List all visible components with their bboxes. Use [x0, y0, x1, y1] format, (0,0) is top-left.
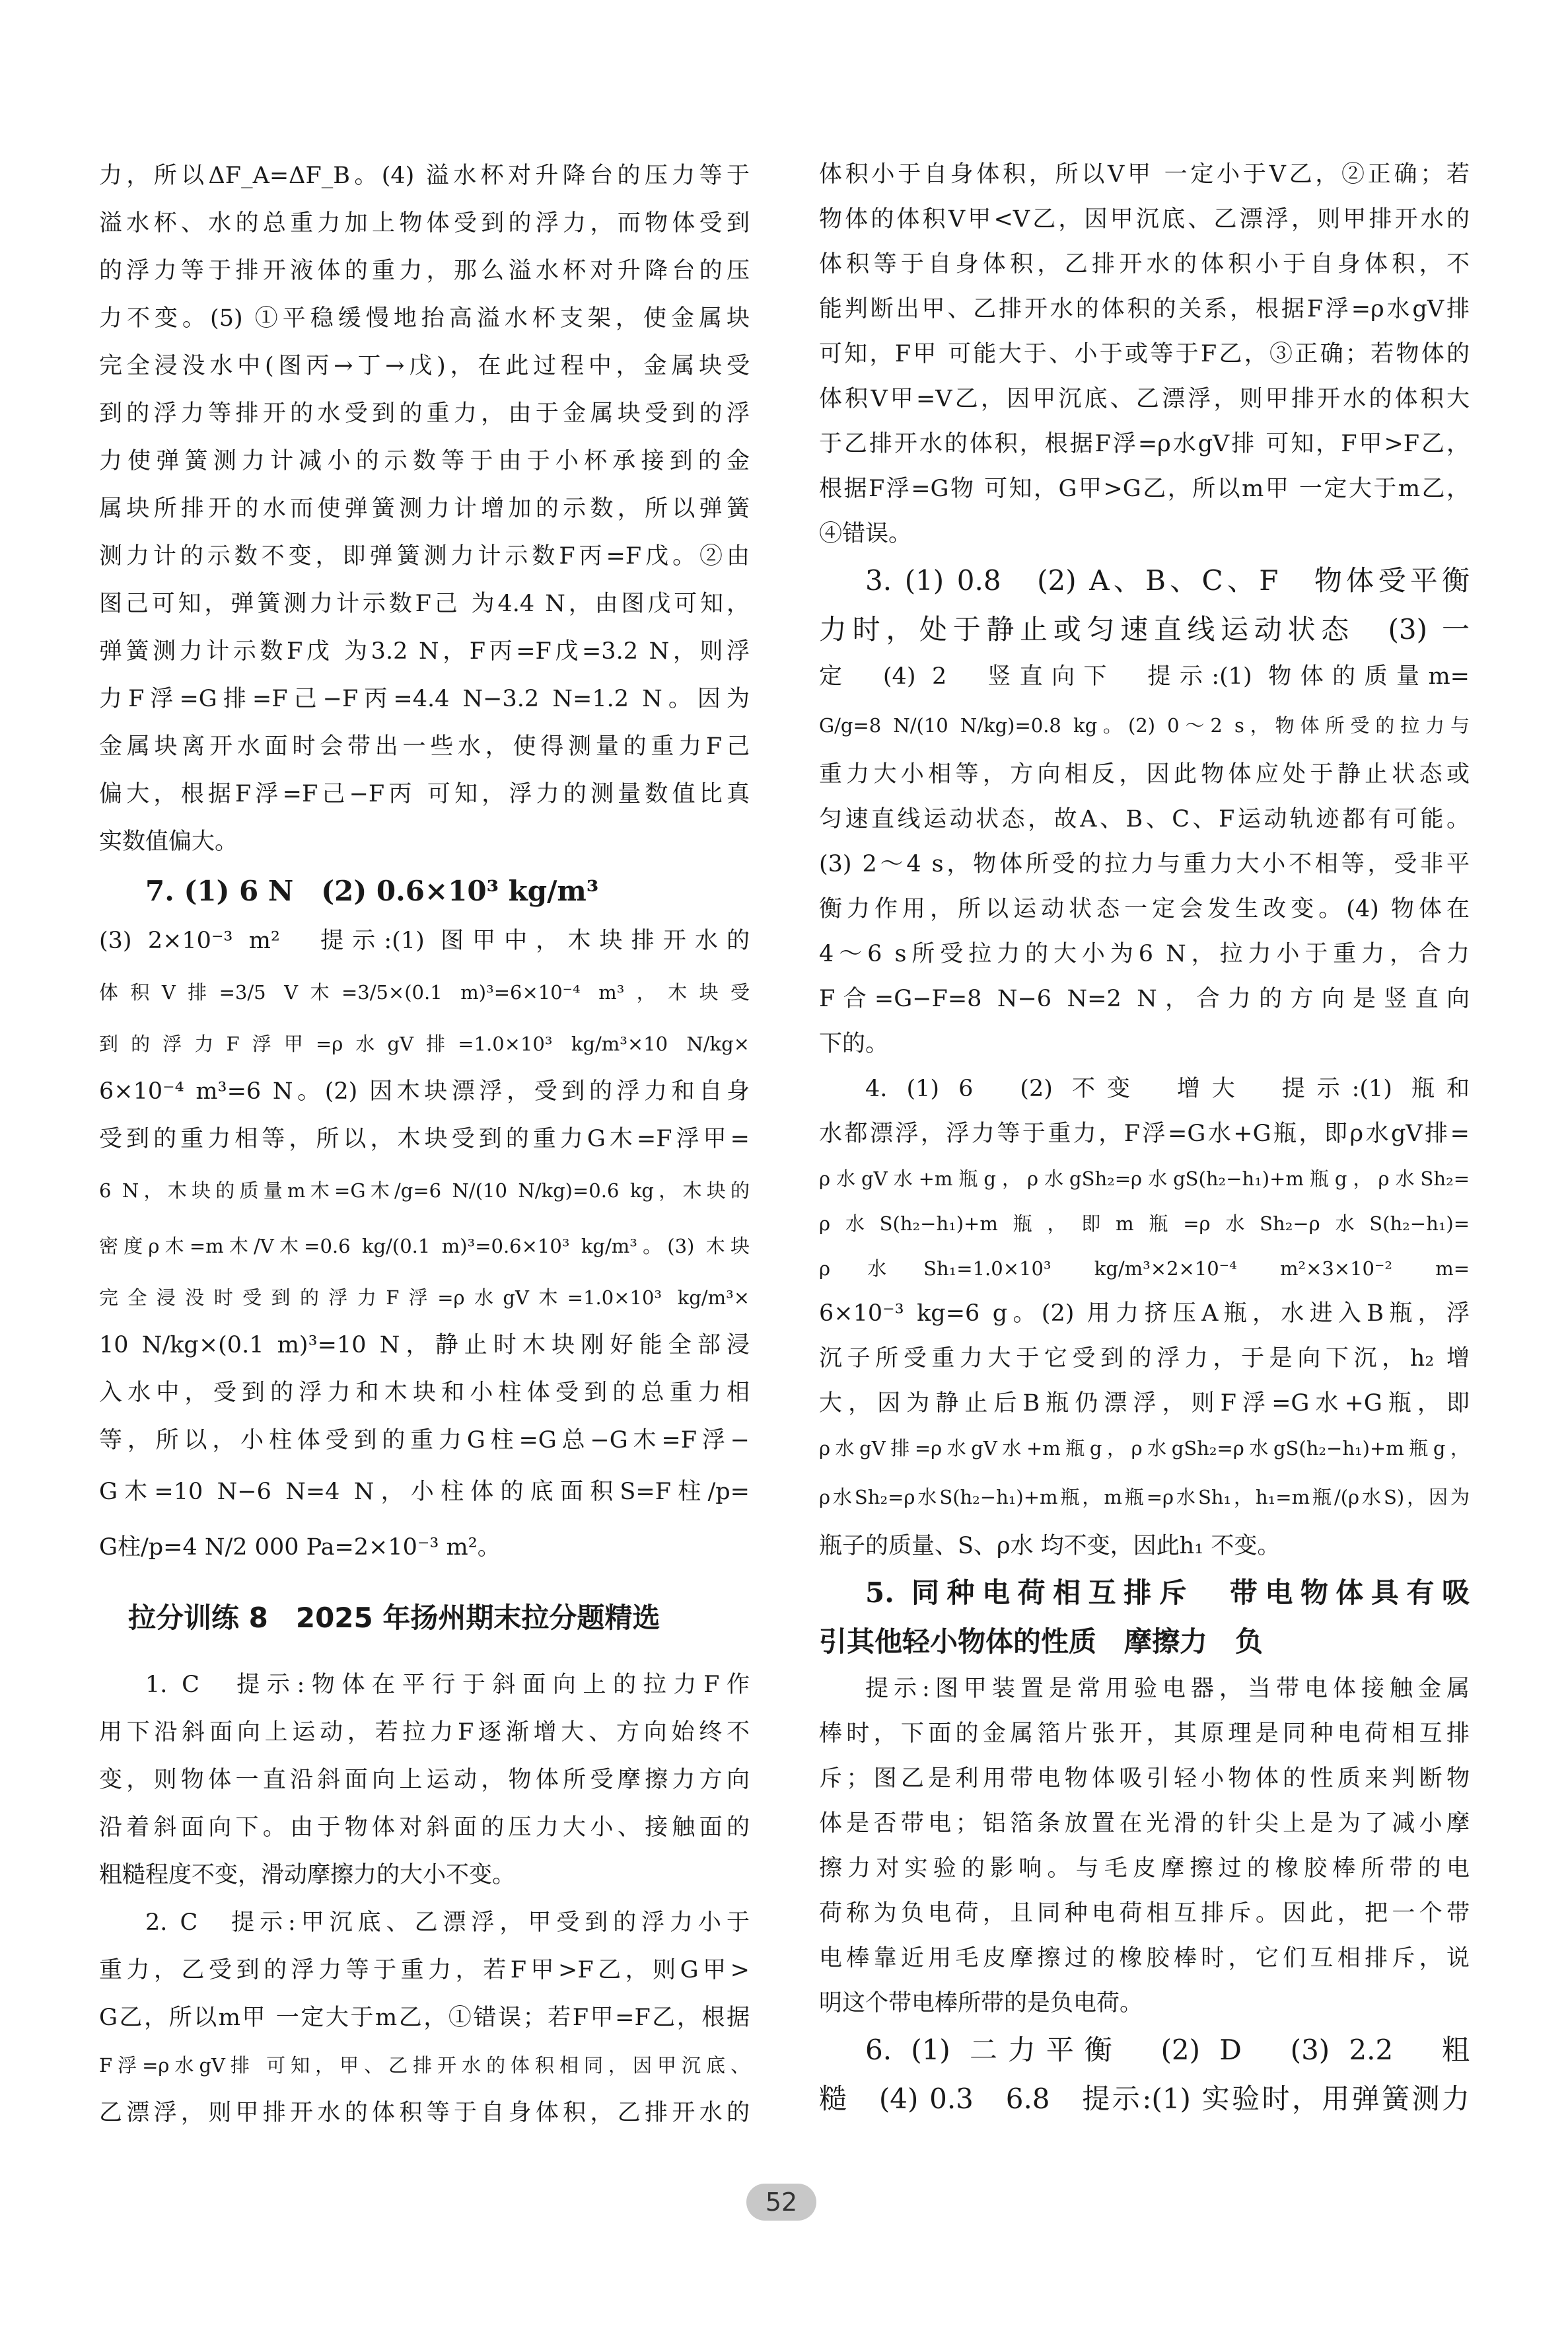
text-line: ρ水gV水+m瓶g，ρ水gSh₂=ρ水gS(h₂−h₁)+m瓶g，ρ水Sh₂=: [819, 1167, 1470, 1190]
text-line: G/g=8 N/(10 N/kg)=0.8 kg。(2) 0～2 s，物体所受的拉力与: [819, 714, 1470, 737]
text-line: 6×10⁻⁴ m³=6 N。(2) 因木块漂浮，受到的浮力和自身: [99, 1078, 750, 1105]
text-line: 力不变。(5) ①平稳缓慢地抬高溢水杯支架，使金属块: [99, 305, 750, 332]
answer-2-line: 2. C 提示:甲沉底、乙漂浮，甲受到的浮力小于: [145, 1909, 750, 1936]
text-line: 体积等于自身体积，乙排开水的体积小于自身体积，不: [819, 251, 1470, 277]
text-line: 斥；图乙是利用带电物体吸引轻小物体的性质来判断物: [819, 1765, 1470, 1792]
text-line: 粗糙程度不变，滑动摩擦力的大小不变。: [99, 1862, 516, 1888]
text-line: 重力大小相等，方向相反，因此物体应处于静止状态或: [819, 761, 1470, 788]
text-line: G乙，所以m甲 一定大于m乙，①错误；若F甲=F乙，根据: [99, 2005, 750, 2031]
text-line: 物体的体积V甲<V乙，因甲沉底、乙漂浮，则甲排开水的: [819, 206, 1470, 233]
text-line: F合=G−F=8 N−6 N=2 N，合力的方向是竖直向: [819, 986, 1470, 1012]
answer-3-line: 力时，处于静止或匀速直线运动状态 (3) 一: [819, 613, 1470, 646]
text-line: ρ水S(h₂−h₁)+m瓶，即m瓶=ρ水Sh₂−ρ水S(h₂−h₁)=: [819, 1212, 1470, 1235]
text-line: ρ水gV排=ρ水gV水+m瓶g，ρ水gSh₂=ρ水gS(h₂−h₁)+m瓶g，: [819, 1437, 1470, 1459]
text-line: 匀速直线运动状态，故A、B、C、F运动轨迹都有可能。: [819, 806, 1470, 832]
text-line: ρ水Sh₁=1.0×10³ kg/m³×2×10⁻⁴ m²×3×10⁻² m=: [819, 1257, 1470, 1280]
text-line: 金属块离开水面时会带出一些水，使得测量的重力F己: [99, 733, 750, 760]
text-line: 棒时，下面的金属箔片张开，其原理是同种电荷相互排: [819, 1720, 1470, 1747]
page-number: 52: [746, 2184, 816, 2221]
text-line: 等，所以，小柱体受到的重力G柱=G总−G木=F浮−: [99, 1427, 750, 1454]
text-line: 能判断出甲、乙排开水的体积的关系，根据F浮=ρ水gV排: [819, 296, 1470, 322]
text-line: 沿着斜面向下。由于物体对斜面的压力大小、接触面的: [99, 1814, 750, 1841]
text-line: (3) 2×10⁻³ m² 提示:(1) 图甲中，木块排开水的: [99, 928, 750, 954]
text-line: 根据F浮=G物 可知，G甲>G乙，所以m甲 一定大于m乙，: [819, 476, 1470, 502]
text-line: 衡力作用，所以运动状态一定会发生改变。(4) 物体在: [819, 896, 1470, 922]
text-line: 体积V甲=V乙，因甲沉底、乙漂浮，则甲排开水的体积大: [819, 386, 1470, 412]
text-line: 偏大，根据F浮=F己−F丙 可知，浮力的测量数值比真: [99, 781, 750, 807]
text-line: 变，则物体一直沿斜面向上运动，物体所受摩擦力方向: [99, 1767, 750, 1793]
text-line: 下的。: [819, 1031, 889, 1057]
text-line: (3) 2～4 s，物体所受的拉力与重力大小不相等，受非平: [819, 851, 1470, 877]
right-column: [819, 152, 1470, 2123]
text-line: 瓶子的质量、S、ρ水 均不变，因此h₁ 不变。: [819, 1533, 1281, 1559]
text-line: ④错误。: [819, 521, 912, 547]
text-line: G木=10 N−6 N=4 N，小柱体的底面积S=F柱/p=: [99, 1479, 750, 1505]
text-line: 属块所排开的水而使弹簧测力计增加的示数，所以弹簧: [99, 496, 750, 522]
answer-6-line: 6. (1) 二力平衡 (2) D (3) 2.2 粗: [865, 2034, 1470, 2066]
text-line: 密度ρ木=m木/V木=0.6 kg/(0.1 m)³=0.6×10³ kg/m³。(3) 木块: [99, 1235, 750, 1257]
answer-7-line: 7. (1) 6 N (2) 0.6×10³ kg/m³: [145, 875, 599, 907]
text-line: 擦力对实验的影响。与毛皮摩擦过的橡胶棒所带的电: [819, 1855, 1470, 1882]
text-line: 力使弹簧测力计减小的示数等于由于小杯承接到的金: [99, 448, 750, 474]
answer-5-line: 5. 同种电荷相互排斥 带电物体具有吸: [865, 1576, 1470, 1609]
text-line: 体是否带电；铝箔条放置在光滑的针尖上是为了减小摩: [819, 1810, 1470, 1837]
text-line: 用下沿斜面向上运动，若拉力F逐渐增大、方向始终不: [99, 1719, 750, 1746]
text-line: 6×10⁻³ kg=6 g。(2) 用力挤压A瓶，水进入B瓶，浮: [819, 1300, 1470, 1327]
text-line: 大，因为静止后B瓶仍漂浮，则F浮=G水+G瓶，即: [819, 1390, 1470, 1417]
text-line: 到的浮力F浮甲=ρ水gV排=1.0×10³ kg/m³×10 N/kg×: [99, 1033, 750, 1055]
text-line: 入水中，受到的浮力和木块和小柱体受到的总重力相: [99, 1380, 750, 1406]
text-line: F浮=ρ水gV排 可知，甲、乙排开水的体积相同，因甲沉底、: [99, 2054, 750, 2077]
text-line: 的浮力等于排开液体的重力，那么溢水杯对升降台的压: [99, 258, 750, 284]
text-line: G柱/p=4 N/2 000 Pa=2×10⁻³ m²。: [99, 1534, 501, 1561]
text-line: 可知，F甲 可能大于、小于或等于F乙，③正确；若物体的: [819, 341, 1470, 367]
text-line: 测力计的示数不变，即弹簧测力计示数F丙=F戊。②由: [99, 543, 750, 570]
text-line: 定 (4) 2 竖直向下 提示:(1) 物体的质量m=: [819, 663, 1470, 690]
text-line: 4～6 s所受拉力的大小为6 N，拉力小于重力，合力: [819, 941, 1470, 967]
answer-5-line: 引其他轻小物体的性质 摩擦力 负: [819, 1625, 1264, 1658]
text-line: 水都漂浮，浮力等于重力，F浮=G水+G瓶，即ρ水gV排=: [819, 1121, 1470, 1147]
answer-6-line: 糙 (4) 0.3 6.8 提示:(1) 实验时，用弹簧测力: [819, 2083, 1470, 2115]
left-column: [99, 152, 750, 2137]
text-line: 提示:图甲装置是常用验电器，当带电体接触金属: [865, 1676, 1470, 1702]
text-line: 体积V排=3/5 V木=3/5×(0.1 m)³=6×10⁻⁴ m³，木块受: [99, 981, 750, 1004]
text-line: 完全浸没水中(图丙→丁→戊)，在此过程中，金属块受: [99, 353, 750, 379]
text-line: 实数值偏大。: [99, 829, 238, 855]
text-line: 电棒靠近用毛皮摩擦过的橡胶棒时，它们互相排斥，说: [819, 1945, 1470, 1972]
text-line: 6 N，木块的质量m木=G木/g=6 N/(10 N/kg)=0.6 kg，木块的: [99, 1179, 750, 1202]
section-heading: 拉分训练 8 2025 年扬州期末拉分题精选: [128, 1602, 660, 1634]
text-line: 体积小于自身体积，所以V甲 一定小于V乙，②正确；若: [819, 161, 1470, 188]
text-line: 弹簧测力计示数F戊 为3.2 N，F丙=F戊=3.2 N，则浮: [99, 638, 750, 665]
text-line: 溢水杯、水的总重力加上物体受到的浮力，而物体受到: [99, 210, 750, 237]
text-line: 到的浮力等排开的水受到的重力，由于金属块受到的浮: [99, 400, 750, 427]
answer-3-line: 3. (1) 0.8 (2) A、B、C、F 物体受平衡: [865, 564, 1470, 597]
text-line: ρ水Sh₂=ρ水S(h₂−h₁)+m瓶，m瓶=ρ水Sh₁，h₁=m瓶/(ρ水S)，因为: [819, 1486, 1470, 1508]
text-line: 受到的重力相等，所以，木块受到的重力G木=F浮甲=: [99, 1126, 750, 1152]
text-line: 明这个带电棒所带的是负电荷。: [819, 1990, 1143, 2016]
text-line: 重力，乙受到的浮力等于重力，若F甲>F乙，则G甲>: [99, 1957, 750, 1983]
answer-4-line: 4. (1) 6 (2) 不变 增大 提示:(1) 瓶和: [865, 1076, 1470, 1102]
text-line: 沉子所受重力大于它受到的浮力，于是向下沉，h₂ 增: [819, 1345, 1470, 1372]
answer-1-line: 1. C 提示:物体在平行于斜面向上的拉力F作: [145, 1672, 750, 1698]
text-line: 图己可知，弹簧测力计示数F己 为4.4 N，由图戊可知，: [99, 591, 750, 617]
text-line: 完全浸没时受到的浮力F浮=ρ水gV木=1.0×10³ kg/m³×: [99, 1286, 750, 1309]
text-line: 于乙排开水的体积，根据F浮=ρ水gV排 可知，F甲>F乙，: [819, 431, 1470, 457]
text-line: 荷称为负电荷，且同种电荷相互排斥。因此，把一个带: [819, 1900, 1470, 1927]
text-line: 力F浮=G排=F己−F丙=4.4 N−3.2 N=1.2 N。因为: [99, 686, 750, 712]
text-line: 乙漂浮，则甲排开水的体积等于自身体积，乙排开水的: [99, 2100, 750, 2126]
text-line: 力，所以ΔF_A=ΔF_B。(4) 溢水杯对升降台的压力等于: [99, 163, 750, 189]
text-line: 10 N/kg×(0.1 m)³=10 N，静止时木块刚好能全部浸: [99, 1332, 750, 1358]
